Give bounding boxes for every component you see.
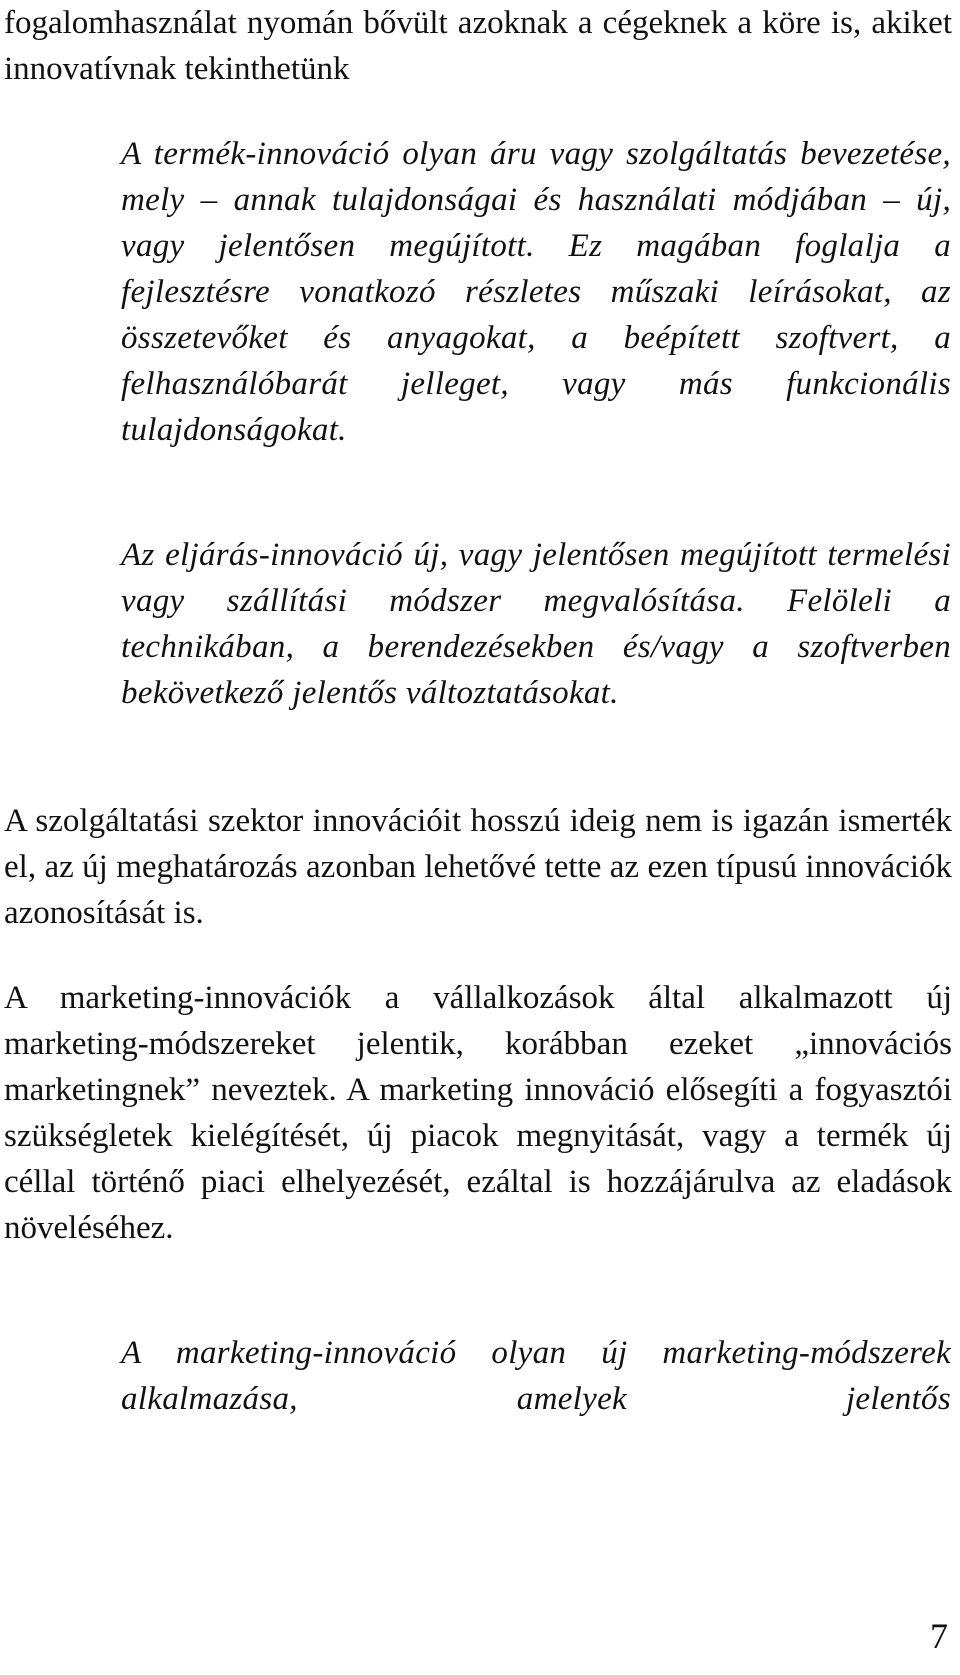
definition-marketing-innovation: A marketing-innováció olyan új marketing-módszerek alkalmazása, amelyek jelentős (121, 1335, 951, 1417)
definition-product-innovation: A termék-innováció olyan áru vagy szolgáltatás bevezetése, mely – annak tulajdonságai és használati módjában – új, vagy jelentősen megújított. Ez magában foglalja a fejlesztésre vonatkozó részletes műszaki leírásokat, az összetevőket és anyagokat, a beépített szoftvert, a felhasználóbarát jelleget, vagy más funkcionális tulajdonságokat. (121, 136, 951, 448)
paragraph-continuation: fogalomhasználat nyomán bővült azoknak a cégeknek a köre is, akiket innovatívnak tekinthetünk (4, 5, 952, 87)
page-number: 7 (930, 1616, 948, 1656)
definition-process-innovation: Az eljárás-innováció új, vagy jelentősen megújított termelési vagy szállítási módszer megvalósítása. Felöleli a technikában, a berendezésekben és/vagy a szoftverben bekövetkező jelentős változtatásokat. (121, 537, 951, 711)
paragraph-service-sector: A szolgáltatási szektor innovációit hosszú ideig nem is igazán ismerték el, az új meghatározás azonban lehetővé tette az ezen típusú innovációk azonosítását is. (4, 803, 952, 931)
paragraph-marketing-innovation: A marketing-innovációk a vállalkozások által alkalmazott új marketing-módszereket jelentik, korábban ezeket „innovációs marketingnek” neveztek. A marketing innováció elősegíti a fogyasztói szükségletek kielégítését, új piacok megnyitását, vagy a termék új céllal történő piaci elhelyezését, ezáltal is hozzájárulva az eladások növeléséhez. (4, 980, 952, 1246)
